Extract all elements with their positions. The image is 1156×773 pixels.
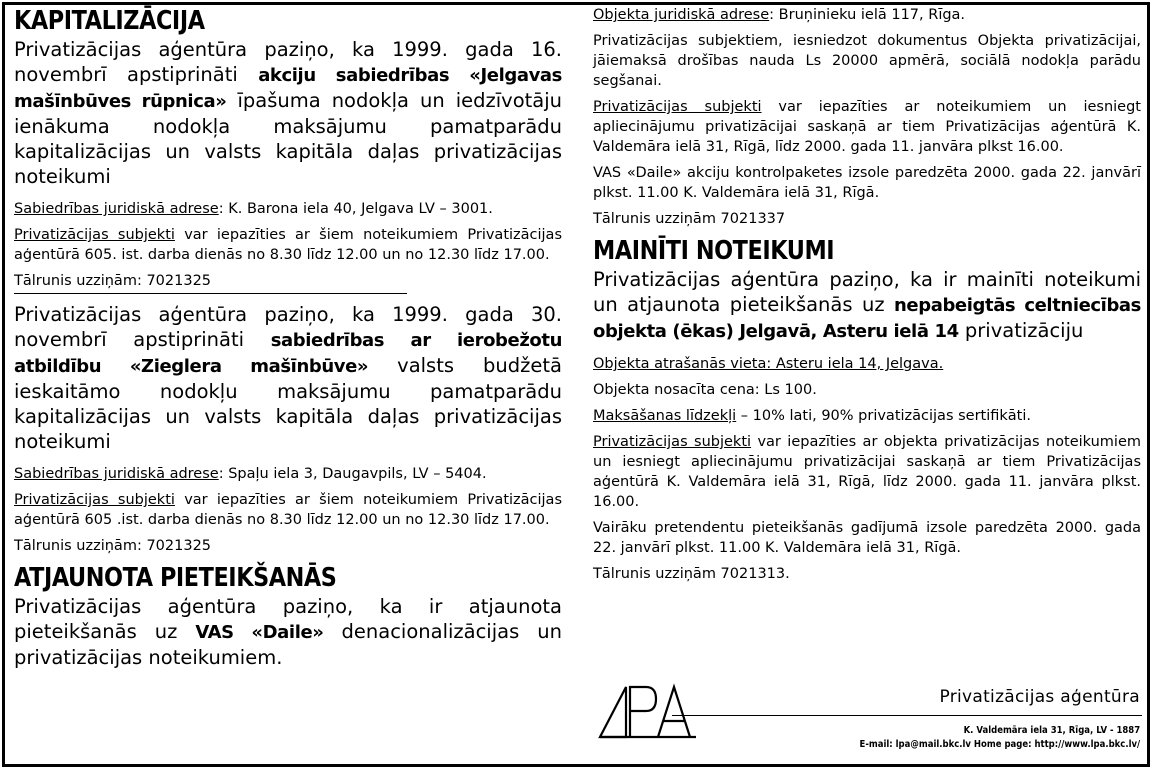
atj-auction: VAS «Daile» akciju kontrolpaketes izsole paredzēta 2000. gada 22. janvārī plkst. 11.00 K. Valdemāra ielā 31, Rīgā. — [593, 165, 1141, 201]
agency-contacts — [859, 724, 1140, 752]
footer-rule — [672, 715, 1142, 716]
kap-subjects-2: Privatizācijas subjekti var iepazīties ar šiem noteikumiem Privatizācijas aģentūrā 605 .ist. darba dienās no 8.30 līdz 12.00 un no 12.30 līdz 17.00. — [14, 492, 563, 528]
main-location: Objekta atrašanās vieta: Asteru iela 14, Jelgava. — [593, 356, 944, 372]
main-auction: Vairāku pretendentu pieteikšanās gadījumā izsole paredzēta 2000. gada 22. janvārī plkst. 11.00 K. Valdemāra ielā 31, Rīgā. — [593, 520, 1141, 556]
atj-subjects: Privatizācijas subjekti var iepazīties ar noteikumiem un iesniegt apliecinājumu privatizācijai saskaņā ar tiem Privatizācijas aģentūrā K. Valdemāra ielā 31, Rīgā, līdz 2000. gada 11. janvāra plkst 16.00. — [593, 99, 1141, 155]
atj-notice: Privatizācijas aģentūra paziņo, ka ir atjaunota pieteikšanās uz VAS «Daile» denacionalizācijas un privatizācijas noteikumiem. — [14, 595, 562, 669]
atj-phone: Tālrunis uzziņām 7021337 — [593, 211, 786, 227]
heading-atjaunota: ATJAUNOTA PIETEIKŠANĀS — [14, 563, 337, 593]
main-notice: Privatizācijas aģentūra paziņo, ka ir mainīti noteikumi un atjaunota pieteikšanās uz nepabeigtās celtniecības objekta (ēkas) Jelgavā, Asteru ielā 14 privatizāciju — [593, 268, 1141, 342]
agency-email-web: E-mail: lpa@mail.bkc.lv Home page: http://www.lpa.bkc.lv/ — [859, 739, 1140, 750]
heading-mainiti: MAINĪTI NOTEIKUMI — [593, 236, 835, 266]
right-column — [593, 5, 1141, 590]
kap-address-1: Sabiedrības juridiskā adrese: K. Barona iela 40, Jelgava LV – 3001. — [14, 201, 493, 217]
kap-subjects-1: Privatizācijas subjekti var iepazīties ar šiem noteikumiem Privatizācijas aģentūrā 605. ist. darba dienās no 8.30 līdz 12.00 un no 12.30 līdz 17.00. — [14, 227, 563, 263]
kap-phone-1: Tālrunis uzziņām: 7021325 — [14, 273, 212, 289]
agency-address: K. Valdemāra iela 31, Rīga, LV - 1887 — [963, 725, 1140, 736]
kap-notice-2: Privatizācijas aģentūra paziņo, ka 1999. gada 30. novembrī apstiprināti sabiedrības ar ierobežotu atbildību «Zieglera mašīnbūve» valsts budžetā ieskaitāmo nodokļu maksājumu pamatparādu kapitalizācijas un valsts kapitāla daļas privatizācijas noteikumi — [14, 303, 562, 453]
main-phone: Tālrunis uzziņām 7021313. — [593, 566, 790, 582]
heading-kapitalizacija: KAPITALIZĀCIJA — [14, 6, 205, 36]
kap-phone-2: Tālrunis uzziņām: 7021325 — [14, 538, 212, 554]
kap-notice-1: Privatizācijas aģentūra paziņo, ka 1999. gada 16. novembrī apstiprināti akciju sabiedrības «Jelgavas mašīnbūves rūpnica» īpašuma nodokļa un iedzīvotāju ienākuma nodokļa maksājumu pamatparādu kapitalizācijas un valsts kapitāla daļas privatizācijas noteikumi — [14, 38, 562, 188]
agency-name: Privatizācijas aģentūra — [939, 687, 1140, 707]
main-subjects: Privatizācijas subjekti var iepazīties ar objekta privatizācijas noteikumiem un iesniegt apliecinājumu privatizācijai saskaņā ar tiem Privatizācijas aģentūrā K. Valdemāra ielā 31, Rīgā, līdz 2000. gada 11. janvāra plkst. 16.00. — [593, 434, 1141, 510]
atj-address: Objekta juridiskā adrese: Bruņinieku ielā 117, Rīga. — [593, 7, 966, 23]
lpa-logo — [596, 679, 696, 743]
kap-address-2: Sabiedrības juridiskā adrese: Spaļu iela 3, Daugavpils, LV – 5404. — [14, 466, 487, 482]
atj-deposit: Privatizācijas subjektiem, iesniedzot dokumentus Objekta privatizācijai, jāiemaksā drošības nauda Ls 20000 apmērā, sociālā nodokļa parādu segšanai. — [593, 33, 1141, 89]
left-column — [14, 5, 562, 680]
main-price: Objekta nosacīta cena: Ls 100. — [593, 382, 817, 398]
separator-line — [14, 293, 407, 294]
main-means: Maksāšanas līdzekļi – 10% lati, 90% privatizācijas sertifikāti. — [593, 408, 1032, 424]
